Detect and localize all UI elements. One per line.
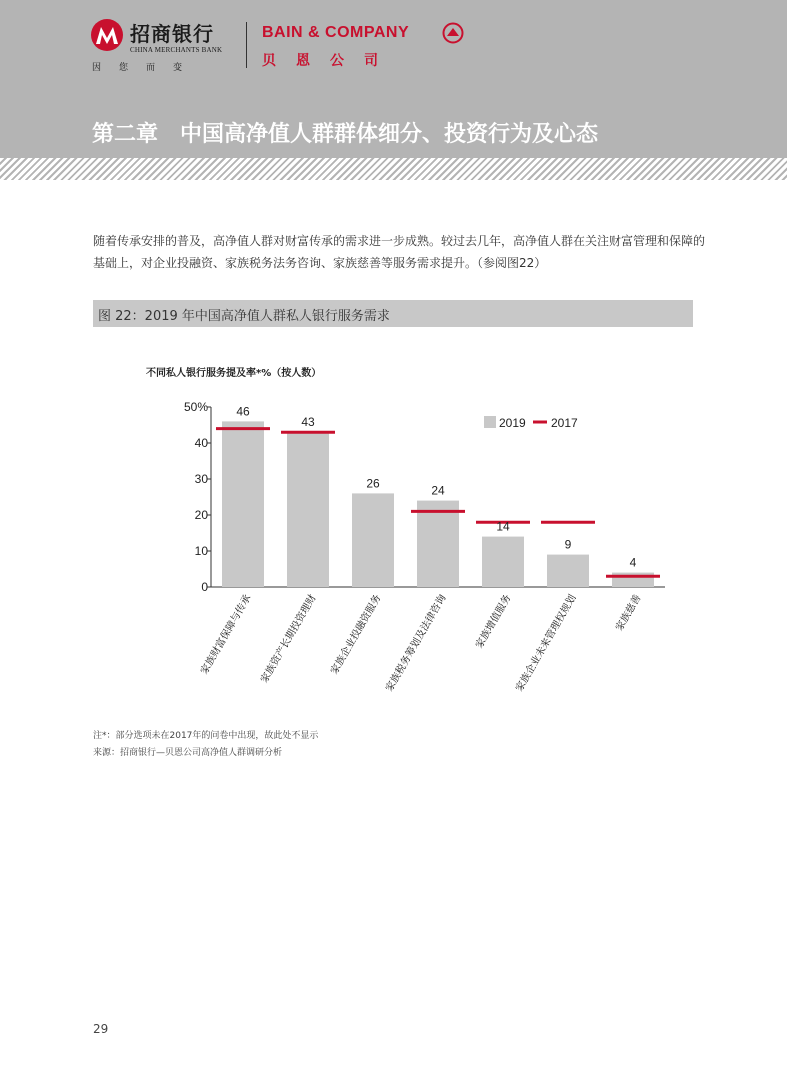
y-tick-label: 50% (183, 400, 208, 414)
y-tick-label: 20 (194, 508, 208, 522)
cmb-motto: 因您而变 (92, 63, 201, 73)
category-label: 家族企业投融资服务 (329, 593, 384, 677)
bar-value-label: 46 (236, 404, 250, 419)
y-tick-label: 40 (194, 436, 208, 450)
bar-value-label: 4 (629, 555, 637, 570)
bar-2019 (547, 555, 589, 587)
page-number: 29 (93, 1022, 109, 1036)
category-label: 家族财富保障与传承 (199, 593, 254, 677)
bain-english-name: BAIN & COMPANY (262, 24, 410, 41)
legend-label-2017: 2017 (551, 416, 578, 430)
cmb-english-name: CHINA MERCHANTS BANK (130, 46, 223, 54)
chart-title: 不同私人银行服务提及率*%（按人数） (146, 368, 322, 379)
category-label: 家族资产长期投资理财 (259, 593, 319, 686)
footnote-source: 来源：招商银行—贝恩公司高净值人群调研分析 (93, 748, 283, 758)
bar-value-label: 26 (366, 476, 380, 491)
footnotes (93, 728, 318, 762)
intro-paragraph: 随着传承安排的普及，高净值人群对财富传承的需求进一步成熟。较过去几年，高净值人群在关注财富管理和保障的基础上，对企业投融资、家族税务法务咨询、家族慈善等服务需求提升。（参阅图22） (93, 234, 706, 270)
cmb-name: 招商银行 (130, 22, 214, 46)
category-label: 家族增值服务 (474, 593, 514, 651)
bar-2019 (482, 537, 524, 587)
bar-value-label: 9 (564, 537, 572, 552)
footnote-survey: 注*：部分选项未在2017年的问卷中出现，故此处不显示 (93, 731, 319, 741)
bar-2019 (222, 421, 264, 587)
bain-chinese-name: 贝恩公司 (262, 53, 398, 69)
bar-value-label: 24 (431, 483, 445, 498)
bar-value-label: 43 (301, 415, 315, 430)
category-label: 家族企业未来管理权规划 (514, 593, 579, 694)
figure-title: 图 22：2019 年中国高净值人群私人银行服务需求 (98, 309, 390, 324)
category-label: 家族慈善 (614, 593, 644, 634)
chapter-title: 第二章 中国高净值人群群体细分、投资行为及心态 (92, 122, 599, 147)
bar-2019 (417, 501, 459, 587)
y-tick-label: 10 (194, 544, 208, 558)
category-label: 家族税务筹划及法律咨询 (384, 593, 449, 694)
y-tick-label: 30 (194, 472, 208, 486)
y-tick-label: 0 (201, 580, 208, 594)
bar-value-label: 14 (496, 519, 510, 534)
legend-swatch-2019 (484, 416, 496, 428)
bar-2019 (352, 493, 394, 587)
legend-label-2019: 2019 (499, 416, 526, 430)
bar-2019 (287, 432, 329, 587)
